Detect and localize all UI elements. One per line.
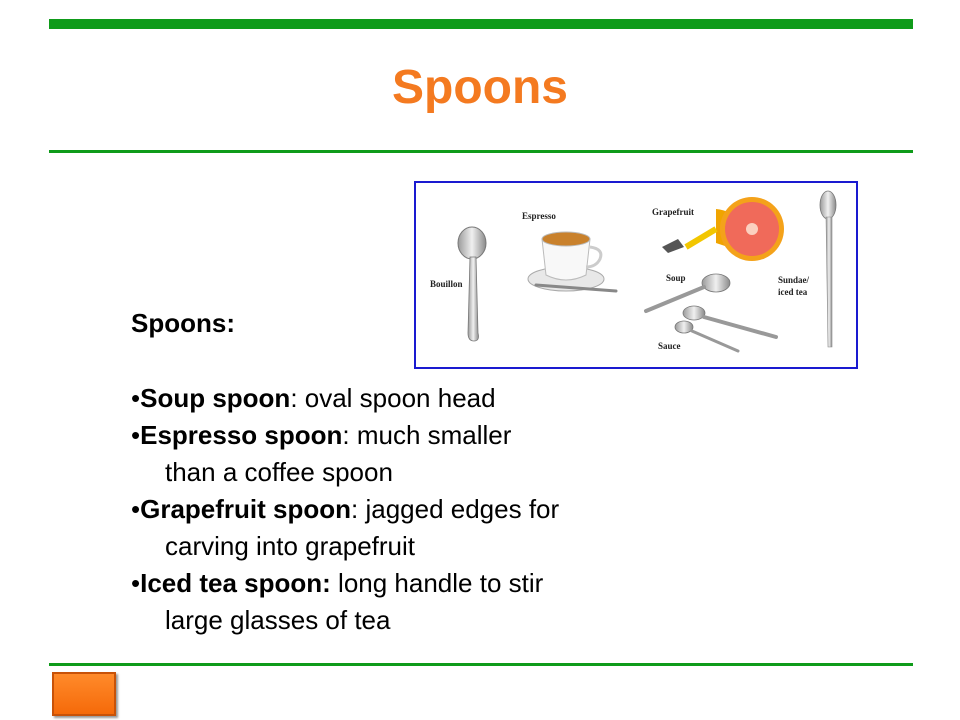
bullet-espresso-spoon: •Espresso spoon: much smaller than a coffee spoon: [131, 417, 691, 491]
title-divider: [49, 150, 913, 153]
photo-label-sauce: Sauce: [658, 341, 681, 351]
bullet-iced-tea-spoon: •Iced tea spoon: long handle to stir large glasses of tea: [131, 565, 691, 639]
bullet-continuation: than a coffee spoon: [165, 457, 393, 487]
slide-title: Spoons: [392, 61, 568, 114]
iced-tea-spoon-icon: [820, 191, 836, 347]
nav-button[interactable]: [52, 672, 116, 716]
photo-label-grapefruit: Grapefruit: [652, 207, 694, 217]
bullet-text: long handle to stir: [330, 568, 544, 598]
photo-label-soup: Soup: [666, 273, 686, 283]
bullet-soup-spoon: •Soup spoon: oval spoon head: [131, 383, 496, 413]
bullet-term: Espresso spoon: [140, 420, 343, 450]
slide-body: [131, 305, 691, 639]
photo-label-espresso: Espresso: [522, 211, 556, 221]
photo-label-sundae: Sundae/: [778, 275, 810, 285]
body-heading: Spoons:: [131, 308, 235, 338]
photo-label-bouillon: Bouillon: [430, 279, 463, 289]
bullet-term: Soup spoon: [140, 383, 291, 413]
bullet-text: : much smaller: [342, 420, 512, 450]
footer-divider: [49, 663, 913, 666]
bullet-text: : oval spoon head: [290, 383, 496, 413]
bullet-grapefruit-spoon: •Grapefruit spoon: jagged edges for carving into grapefruit: [131, 491, 691, 565]
photo-label-iced-tea: iced tea: [778, 287, 808, 297]
top-accent-bar: [49, 19, 913, 29]
espresso-cup-icon: [528, 232, 616, 291]
bullet-term: Iced tea spoon:: [140, 568, 331, 598]
bullet-continuation: carving into grapefruit: [165, 531, 416, 561]
bullet-text: : jagged edges for: [351, 494, 560, 524]
bullet-continuation: large glasses of tea: [165, 605, 391, 635]
bullet-term: Grapefruit spoon: [140, 494, 352, 524]
